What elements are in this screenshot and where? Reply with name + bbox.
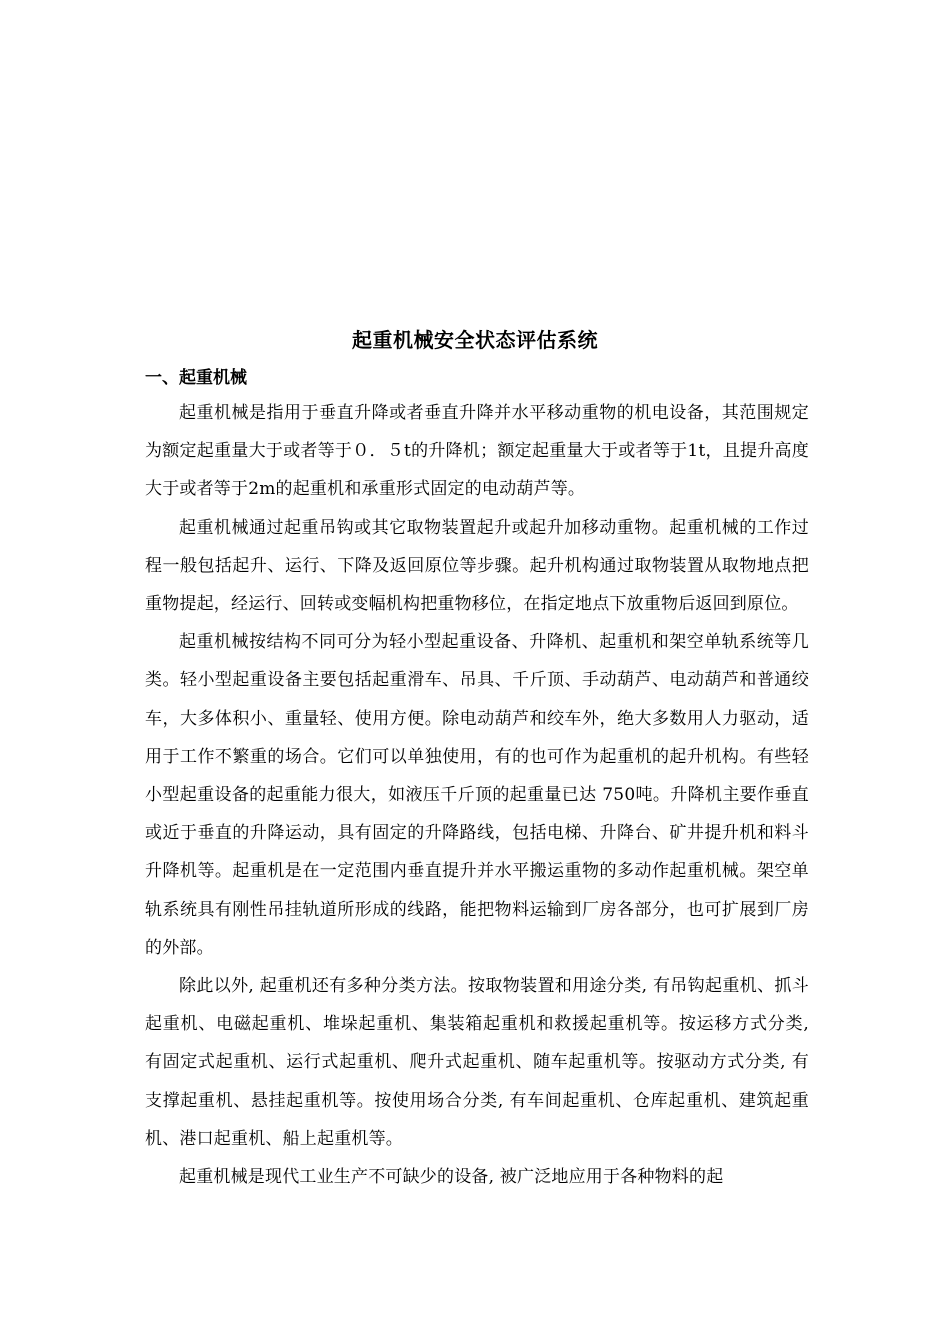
paragraph-definition: 起重机械是指用于垂直升降或者垂直升降并水平移动重物的机电设备，其范围规定为额定起重量大于或者等于０．５t的升降机；额定起重量大于或者等于1t，且提升高度大于或者等于2m的起重机和承重形式固定的电动葫芦等。 — [145, 403, 809, 500]
section-heading: 一、起重机械 — [145, 368, 247, 388]
paragraph-classification-other: 除此以外, 起重机还有多种分类方法。按取物装置和用途分类, 有吊钩起重机、抓斗起重机、电磁起重机、堆垛起重机、集装箱起重机和救援起重机等。按运移方式分类, 有固定式起重机、运行式起重机、爬升式起重机、随车起重机等。按驱动方式分类, 有支撑起重机、悬挂起重机等。按使用场合分类, 有车间起重机、仓库起重机、建筑起重机、港口起重机、船上起重机等。 — [145, 976, 809, 1149]
paragraph-working-process: 起重机械通过起重吊钩或其它取物装置起升或起升加移动重物。起重机械的工作过程一般包括起升、运行、下降及返回原位等步骤。起升机构通过取物装置从取物地点把重物提起，经运行、回转或变幅机构把重物移位，在指定地点下放重物后返回到原位。 — [145, 517, 809, 615]
paragraph-classification-structure: 起重机械按结构不同可分为轻小型起重设备、升降机、起重机和架空单轨系统等几类。轻小型起重设备主要包括起重滑车、吊具、千斤顶、手动葫芦、电动葫芦和普通绞车，大多体积小、重量轻、使用方便。除电动葫芦和绞车外，绝大多数用人力驱动，适用于工作不繁重的场合。它们可以单独使用，有的也可作为起重机的起升机构。有些轻小型起重设备的起重能力很大，如液压千斤顶的起重量已达 750吨。升降机主要作垂直或近于垂直的升降运动，具有固定的升降路线，包括电梯、升降台、矿井提升机和料斗升降机等。起重机是在一定范围内垂直提升并水平搬运重物的多动作起重机械。架空单轨系统具有刚性吊挂轨道所形成的线路，能把物料运输到厂房各部分，也可扩展到厂房的外部。 — [145, 632, 809, 958]
document-title: 起重机械安全状态评估系统 — [352, 328, 598, 352]
body-text — [145, 394, 809, 1196]
paragraph-importance: 起重机械是现代工业生产不可缺少的设备, 被广泛地应用于各种物料的起 — [179, 1167, 724, 1188]
